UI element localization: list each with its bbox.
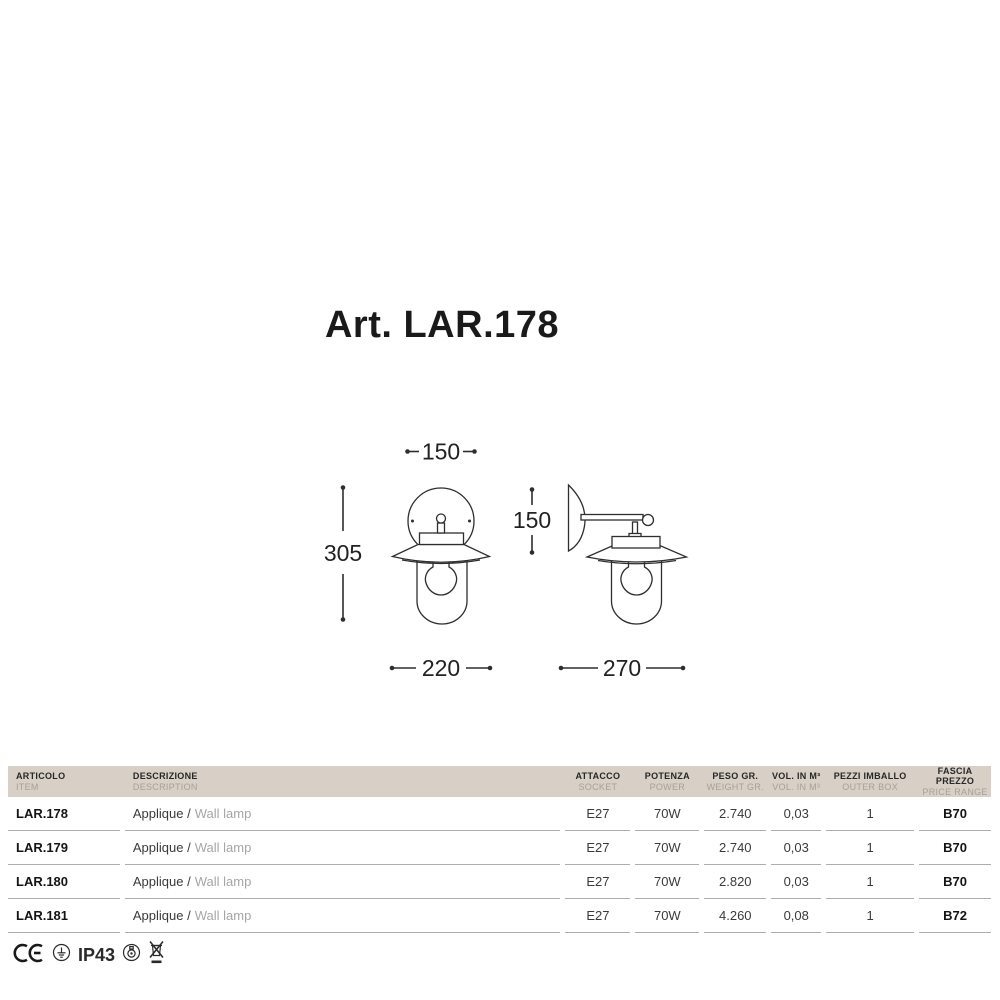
cell-pieces: 1: [826, 899, 914, 933]
description-en: Wall lamp: [194, 840, 252, 855]
cell-weight: 2.820: [704, 865, 766, 899]
col-header-main: PEZZI IMBALLO: [833, 771, 907, 781]
table-row: [8, 831, 991, 865]
finial-stem-front: [438, 523, 445, 533]
description-en: Wall lamp: [194, 908, 252, 923]
col-header-fascia: [919, 766, 991, 798]
cell-socket: E27: [565, 899, 630, 933]
earth-ground-icon: [52, 943, 71, 967]
cell-socket: E27: [565, 797, 630, 831]
cell-article: LAR.181: [8, 899, 120, 933]
col-header-main: FASCIA PREZZO: [935, 765, 975, 787]
col-header-main: ARTICOLO: [16, 771, 66, 781]
col-header-attacco: [565, 771, 630, 792]
cell-socket: E27: [565, 865, 630, 899]
col-header-sub: OUTER BOX: [842, 781, 899, 792]
screw-dot: [468, 520, 471, 523]
dim-side-depth: [559, 655, 686, 681]
table-row: [8, 899, 991, 933]
arm-side: [581, 515, 643, 521]
cell-price-range: B70: [919, 865, 991, 899]
col-header-peso: [704, 771, 766, 792]
table-row: [8, 797, 991, 831]
cell-weight: 2.740: [704, 797, 766, 831]
cell-pieces: 1: [826, 797, 914, 831]
cell-description: [125, 865, 561, 899]
certification-icon: [122, 943, 141, 967]
col-header-articolo: [8, 771, 120, 792]
cell-description: [125, 899, 561, 933]
description-en: Wall lamp: [194, 874, 252, 889]
table-row: [8, 865, 991, 899]
front-view-drawing: [393, 488, 490, 624]
cell-weight: 4.260: [704, 899, 766, 933]
description-it: Applique /: [132, 806, 191, 821]
lamp-holder-front: [420, 533, 464, 545]
cell-article: LAR.180: [8, 865, 120, 899]
col-header-main: POTENZA: [644, 771, 690, 781]
ce-mark-icon: [13, 943, 45, 968]
cell-power: 70W: [635, 865, 699, 899]
dim-label-220: 220: [421, 655, 461, 681]
finial-knob-front: [437, 514, 446, 523]
spec-table: [8, 766, 991, 933]
dim-side-height: [513, 487, 551, 555]
description-it: Applique /: [132, 840, 191, 855]
description-it: Applique /: [132, 874, 191, 889]
cell-volume: 0,03: [771, 797, 821, 831]
dim-label-305: 305: [323, 540, 363, 566]
col-header-sub: DESCRIPTION: [132, 781, 198, 792]
dim-front-width-bottom: [390, 655, 493, 681]
col-header-main: DESCRIZIONE: [132, 771, 198, 781]
description-en: Wall lamp: [194, 806, 252, 821]
cell-volume: 0,08: [771, 899, 821, 933]
cell-socket: E27: [565, 831, 630, 865]
screw-dot: [411, 520, 414, 523]
col-header-sub: WEIGHT GR.: [706, 781, 764, 792]
ip-rating-label: IP43: [78, 944, 116, 965]
col-header-sub: ITEM: [16, 781, 39, 792]
cell-power: 70W: [635, 899, 699, 933]
shade-front: [393, 545, 490, 563]
col-header-sub: POWER: [649, 781, 686, 792]
cell-volume: 0,03: [771, 831, 821, 865]
col-header-sub: VOL. IN M³: [772, 781, 821, 792]
cell-article: LAR.179: [8, 831, 120, 865]
col-header-main: VOL. IN M³: [771, 771, 821, 781]
spec-table-header: [8, 766, 991, 797]
dim-front-width-top: [405, 439, 477, 465]
dim-label-270: 270: [602, 655, 642, 681]
description-it: Applique /: [132, 908, 191, 923]
cell-pieces: 1: [826, 831, 914, 865]
cell-power: 70W: [635, 797, 699, 831]
dim-label-150-side: 150: [512, 507, 552, 533]
dim-front-height: [324, 485, 362, 622]
weee-bin-icon: [148, 939, 165, 972]
certification-icons-row: [13, 940, 165, 970]
cell-volume: 0,03: [771, 865, 821, 899]
col-header-volume: [771, 771, 821, 792]
lamp-holder-side: [612, 537, 660, 549]
arm-ball-side: [643, 515, 654, 526]
cell-article: LAR.178: [8, 797, 120, 831]
cell-description: [125, 831, 561, 865]
col-header-main: PESO GR.: [712, 771, 759, 781]
col-header-sub: SOCKET: [578, 781, 618, 792]
dim-label-150-top: 150: [421, 438, 461, 465]
cell-price-range: B72: [919, 899, 991, 933]
col-header-pezzi: [826, 771, 914, 792]
side-view-drawing: [569, 485, 687, 624]
cell-power: 70W: [635, 831, 699, 865]
cell-description: [125, 797, 561, 831]
cell-weight: 2.740: [704, 831, 766, 865]
cell-pieces: 1: [826, 865, 914, 899]
col-header-sub: PRICE RANGE: [922, 786, 988, 797]
col-header-descrizione: [125, 771, 561, 792]
col-header-potenza: [635, 771, 699, 792]
cell-price-range: B70: [919, 831, 991, 865]
cell-price-range: B70: [919, 797, 991, 831]
page-title: Art. LAR.178: [324, 304, 560, 346]
col-header-main: ATTACCO: [575, 771, 621, 781]
